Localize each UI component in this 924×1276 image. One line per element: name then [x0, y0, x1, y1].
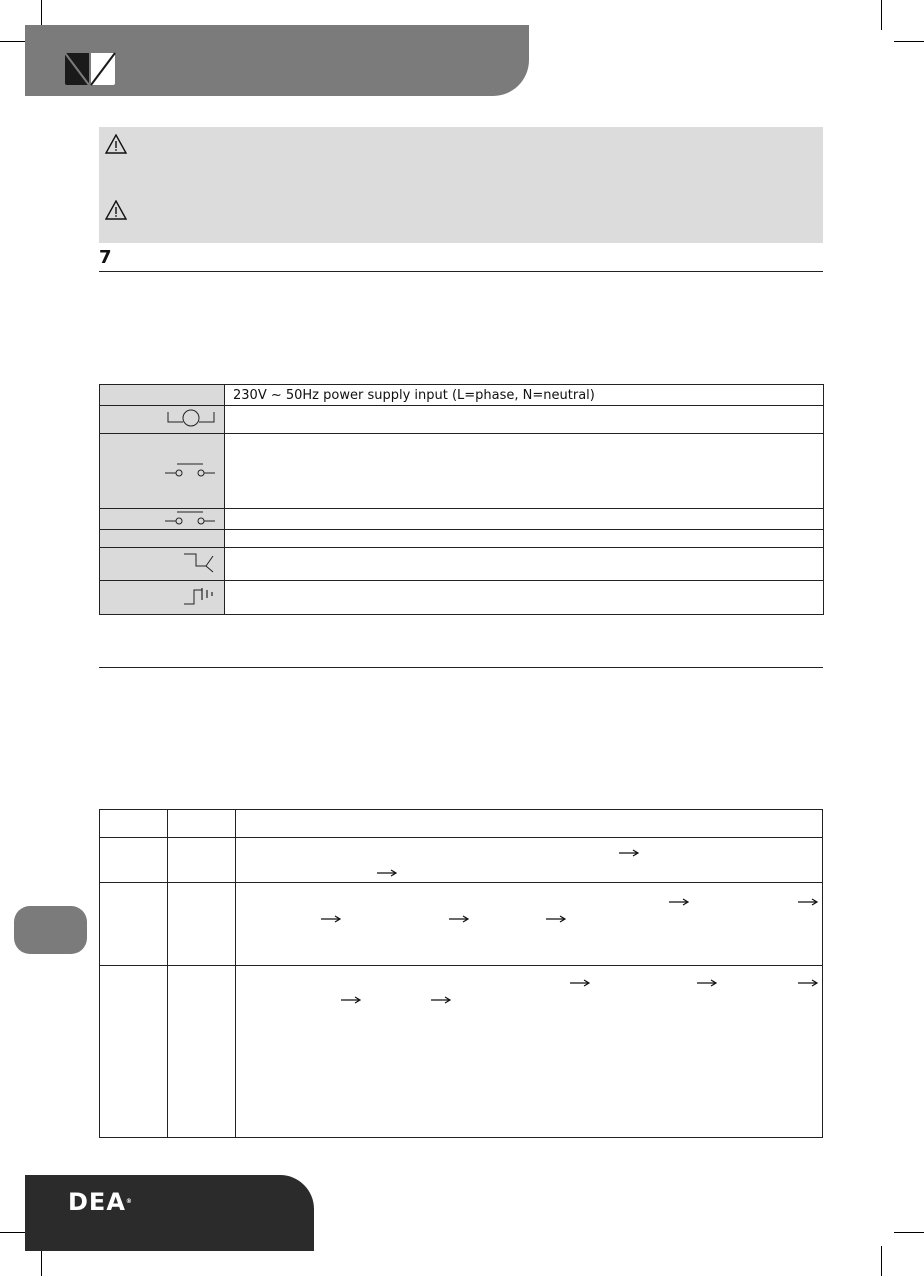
right-arrow-icon	[618, 849, 640, 857]
symbol-cell	[100, 530, 225, 548]
trademark-mark: ®	[125, 1198, 132, 1205]
description-cell: 230V ~ 50Hz power supply input (L=phase, N=neutral)	[225, 385, 824, 406]
table-cell	[100, 810, 168, 838]
table-row	[100, 966, 823, 1138]
right-arrow-icon	[376, 869, 398, 877]
motor-circle-icon	[166, 408, 216, 428]
right-arrow-icon	[797, 898, 819, 906]
table-cell	[100, 883, 168, 966]
symbol-cell	[100, 581, 225, 615]
table-row	[100, 548, 824, 581]
table-cell	[236, 810, 823, 838]
ground-earth-icon	[182, 585, 216, 607]
description-cell	[225, 530, 824, 548]
table-cell	[100, 838, 168, 883]
right-arrow-icon	[696, 979, 718, 987]
right-arrow-icon	[797, 979, 819, 987]
crop-mark	[894, 41, 924, 42]
table-row	[100, 406, 824, 434]
table-row	[100, 434, 824, 509]
description-cell	[225, 509, 824, 530]
table-cell	[236, 883, 823, 966]
right-arrow-icon	[320, 915, 342, 923]
description-cell	[225, 406, 824, 434]
table-row	[100, 385, 824, 406]
right-arrow-icon	[569, 979, 591, 987]
pushbutton-no-contact-icon	[164, 460, 216, 478]
table-row	[100, 581, 824, 615]
table-cell	[100, 966, 168, 1138]
table-cell	[236, 838, 823, 883]
symbol-cell	[100, 509, 225, 530]
symbol-cell	[100, 434, 225, 509]
right-arrow-icon	[430, 996, 452, 1004]
crop-mark	[881, 0, 882, 30]
table-cell	[168, 883, 236, 966]
right-arrow-icon	[668, 898, 690, 906]
symbol-cell	[100, 385, 225, 406]
table-cell	[236, 966, 823, 1138]
right-arrow-icon	[340, 996, 362, 1004]
right-arrow-icon	[545, 915, 567, 923]
symbol-cell	[100, 406, 225, 434]
table-row	[100, 509, 824, 530]
table-row	[100, 838, 823, 883]
warning-triangle-icon	[105, 134, 127, 154]
pushbutton-no-contact-icon	[164, 509, 216, 525]
terminal-table	[99, 384, 824, 615]
crop-mark	[894, 1232, 924, 1233]
antenna-icon	[182, 551, 216, 573]
table-cell	[168, 838, 236, 883]
warning-box	[99, 127, 823, 243]
description-cell	[225, 581, 824, 615]
table-row	[100, 810, 823, 838]
section-rule	[99, 667, 823, 668]
program-table	[99, 809, 823, 1138]
table-row	[100, 530, 824, 548]
crop-mark	[881, 1246, 882, 1276]
description-cell	[225, 434, 824, 509]
table-cell	[168, 966, 236, 1138]
symbol-cell	[100, 548, 225, 581]
section-rule	[99, 271, 823, 272]
brand-name: DEA	[68, 1188, 126, 1216]
brand-logo	[68, 1190, 132, 1214]
table-cell	[168, 810, 236, 838]
warning-triangle-icon	[105, 200, 127, 220]
side-tab	[14, 906, 87, 954]
section-number: 7	[99, 247, 112, 268]
description-cell	[225, 548, 824, 581]
dea-square-logo-icon	[63, 50, 117, 88]
table-row	[100, 883, 823, 966]
right-arrow-icon	[448, 915, 470, 923]
